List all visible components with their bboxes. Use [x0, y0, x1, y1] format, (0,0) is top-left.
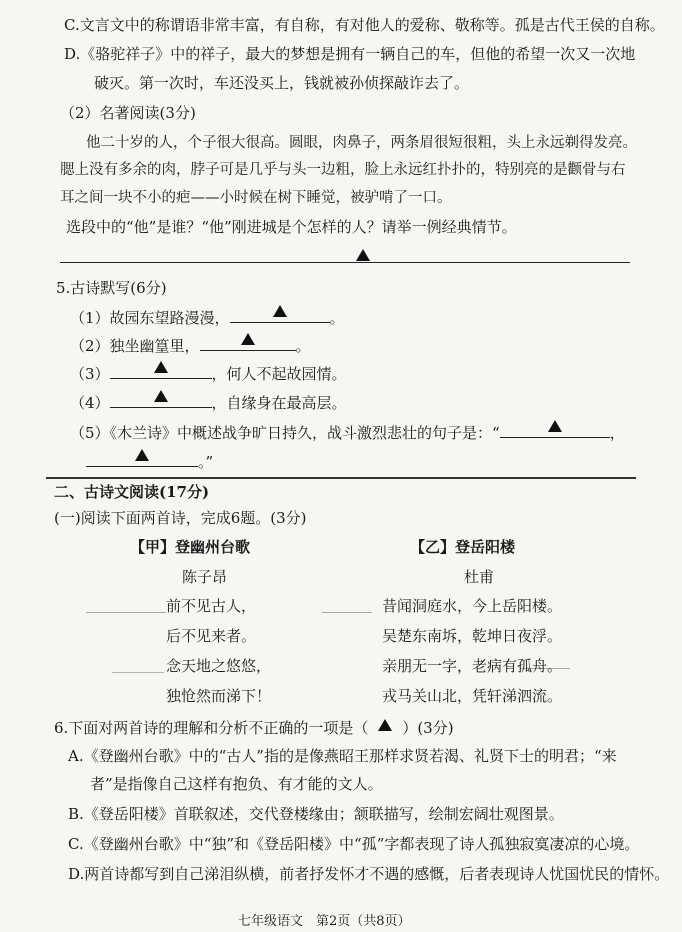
- q5-item3-text: ，何人不起故园情。: [211, 365, 347, 383]
- answer-marker-icon: [378, 719, 392, 731]
- pencil-mark: [322, 612, 372, 613]
- excerpt-line2: 腮上没有多余的肉，脖子可是几乎与头一边粗，脸上永远红扑扑的，特别亮的是颧骨与右: [60, 162, 626, 178]
- q6-option-a-line2: 者”是指像自己这样有抱负、有才能的文人。: [90, 775, 383, 793]
- option-d-line1: D.《骆驼祥子》中的祥子，最大的梦想是拥有一辆自己的车，但他的希望一次又一次地: [64, 45, 636, 63]
- blank-marker-icon: [135, 449, 149, 461]
- poem-a-author: 陈子昂: [182, 568, 228, 586]
- q5-item1-end: 。: [329, 309, 345, 327]
- option-d-line2: 破灭。第一次时，车还没买上，钱就被孙侦探敲诈去了。: [94, 74, 470, 92]
- poem-b-title: 【乙】登岳阳楼: [410, 538, 516, 556]
- poem-b-line4: 戎马关山北，凭轩涕泗流。: [382, 687, 563, 705]
- pencil-mark: [112, 672, 164, 673]
- poem-b-line1: 昔闻洞庭水，今上岳阳楼。: [382, 597, 563, 615]
- section2-sub: (一)阅读下面两首诗，完成6题。(3分): [54, 509, 307, 527]
- q5-item1: [70, 306, 345, 328]
- section2-title: 二、古诗文阅读(17分): [54, 483, 210, 501]
- q5-item5-end: 。”: [198, 453, 214, 471]
- q5-item2-blank[interactable]: [200, 334, 296, 351]
- section-divider: [46, 477, 636, 479]
- q5-item2: [70, 334, 311, 356]
- option-c: C.文言文中的称谓语非常丰富，有自称，有对他人的爱称、敬称等。孤是古代王侯的自称。: [64, 16, 665, 34]
- q5-item1-text: （1）故园东望路漫漫，: [70, 309, 230, 327]
- q4-2-title: （2）名著阅读(3分): [60, 104, 196, 122]
- q5-item3-label: （3）: [70, 365, 110, 383]
- poem-a-line3: 念天地之悠悠，: [166, 657, 272, 675]
- blank-marker-icon: [548, 420, 562, 432]
- q5-item2-end: 。: [295, 337, 311, 355]
- poem-b-author: 杜甫: [464, 568, 495, 586]
- q5-item2-text: （2）独坐幽篁里，: [70, 337, 200, 355]
- q6-option-b: B.《登岳阳楼》首联叙述，交代登楼缘由；颔联描写，绘制宏阔壮观图景。: [68, 805, 564, 823]
- q5-item5-blank2[interactable]: [86, 450, 198, 467]
- q5-item4-label: （4）: [70, 394, 110, 412]
- q5-title: 5.古诗默写(6分): [56, 279, 167, 297]
- poem-a-line2: 后不见来者。: [166, 627, 257, 645]
- q6-option-d: D.两首诗都写到自己涕泪纵横，前者抒发怀才不遇的感慨，后者表现诗人忧国忧民的情怀。: [68, 865, 670, 883]
- poem-a-line1: 前不见古人，: [166, 597, 257, 615]
- q6-option-a-line1: A.《登幽州台歌》中的“古人”指的是像燕昭王那样求贤若渴、礼贤下士的明君；“来: [68, 747, 617, 765]
- pencil-mark: [86, 612, 166, 613]
- q5-item5-text: （5）《木兰诗》中概述战争旷日持久，战斗激烈悲壮的句子是：“: [70, 424, 500, 442]
- answer-marker-icon: [356, 249, 370, 261]
- q6-option-c: C.《登幽州台歌》中“独”和《登岳阳楼》中“孤”字都表现了诗人孤独寂寞凄凉的心境。: [68, 835, 640, 853]
- q5-item4: [70, 391, 347, 413]
- blank-marker-icon: [154, 390, 168, 402]
- q6-answer-slot[interactable]: [368, 717, 402, 733]
- excerpt-line3: 耳之间一块不小的疤——小时候在树下睡觉，被驴啃了一口。: [60, 190, 452, 206]
- poem-a-title: 【甲】登幽州台歌: [130, 538, 251, 556]
- q5-item1-blank[interactable]: [230, 306, 330, 323]
- answer-line[interactable]: [60, 262, 630, 263]
- blank-marker-icon: [241, 333, 255, 345]
- q5-item5: [70, 421, 625, 443]
- q5-item5-cont: [86, 450, 213, 472]
- poem-b-line3: 亲朋无一字，老病有孤舟。: [382, 657, 563, 675]
- poem-b-line2: 吴楚东南坼，乾坤日夜浮。: [382, 627, 563, 645]
- q6-stem-text: 6.下面对两首诗的理解和分析不正确的一项是（: [54, 719, 369, 737]
- q4-2-question: 选段中的“他”是谁？“他”刚进城是个怎样的人？请举一例经典情节。: [66, 218, 517, 236]
- q5-item5-blank1[interactable]: [500, 421, 610, 438]
- q5-item5-comma: ，: [609, 424, 625, 442]
- q5-item3: [70, 362, 347, 384]
- page-footer: 七年级语文 第2页（共8页）: [238, 914, 411, 929]
- q6-stem-score: ）(3分): [402, 719, 454, 737]
- blank-marker-icon: [273, 305, 287, 317]
- blank-marker-icon: [154, 361, 168, 373]
- excerpt-line1: 他二十岁的人，个子很大很高。圆眼，肉鼻子，两条眉很短很粗，头上永远剃得发亮。: [86, 135, 637, 151]
- q5-item4-text: ，自缘身在最高层。: [211, 394, 347, 412]
- q5-item3-blank[interactable]: [110, 362, 212, 379]
- poem-a-line4: 独怆然而涕下！: [166, 687, 272, 705]
- q5-item4-blank[interactable]: [110, 391, 212, 408]
- q6-stem: [54, 717, 454, 738]
